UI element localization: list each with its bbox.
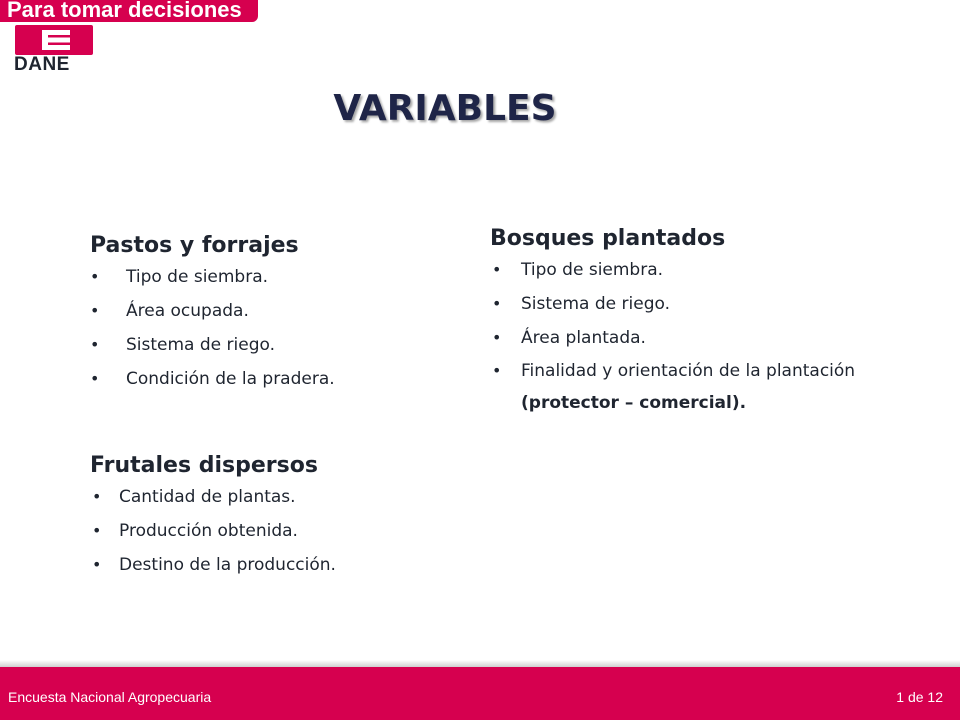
- bullet-list: [490, 253, 941, 419]
- footer-title: Encuesta Nacional Agropecuaria: [8, 689, 212, 705]
- bullet-icon: •: [92, 487, 102, 506]
- bullet-icon: •: [92, 521, 102, 540]
- list-item: • Área plantada.: [490, 321, 941, 355]
- logo-text: DANE: [14, 54, 70, 75]
- list-item: • Área ocupada.: [90, 294, 335, 328]
- section-pastos-forrajes: [90, 232, 335, 396]
- bullet-icon: •: [492, 361, 502, 380]
- list-item: • Producción obtenida.: [90, 514, 336, 548]
- list-item: • Sistema de riego.: [90, 328, 335, 362]
- list-item: • Condición de la pradera.: [90, 362, 335, 396]
- footer-bar: [0, 667, 960, 720]
- bullet-list: [90, 480, 336, 582]
- bullet-icon: •: [92, 555, 102, 574]
- list-item: • Tipo de siembra.: [490, 253, 941, 287]
- section-frutales-dispersos: [90, 452, 336, 582]
- list-item: • Tipo de siembra.: [90, 260, 335, 294]
- slide-title: VARIABLES: [333, 88, 557, 129]
- bullet-icon: •: [90, 369, 100, 388]
- tagline-text: Para tomar decisiones: [7, 0, 242, 22]
- tagline-banner: [0, 0, 258, 22]
- page-number: 1 de 12: [896, 689, 943, 705]
- section-heading: Pastos y forrajes: [90, 233, 299, 258]
- bullet-icon: •: [90, 301, 100, 320]
- bullet-icon: •: [492, 294, 502, 313]
- list-item: • Destino de la producción.: [90, 548, 336, 582]
- list-item: • Cantidad de plantas.: [90, 480, 336, 514]
- section-bosques-plantados: [490, 225, 941, 419]
- bullet-icon: •: [90, 267, 100, 286]
- bullet-icon: •: [492, 328, 502, 347]
- section-heading: Bosques plantados: [490, 226, 726, 251]
- list-item: • Finalidad y orientación de la plantación (protector – comercial).: [490, 355, 941, 419]
- bullet-icon: •: [492, 260, 502, 279]
- bullet-icon: •: [90, 335, 100, 354]
- list-item: • Sistema de riego.: [490, 287, 941, 321]
- bold-suffix: (protector – comercial).: [521, 393, 747, 413]
- bullet-list: [90, 260, 335, 396]
- section-heading: Frutales dispersos: [90, 453, 318, 478]
